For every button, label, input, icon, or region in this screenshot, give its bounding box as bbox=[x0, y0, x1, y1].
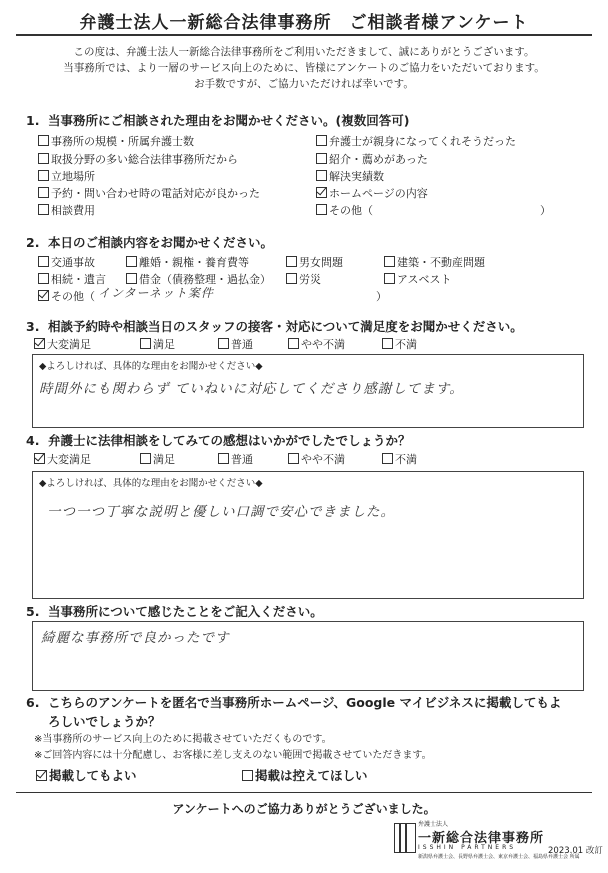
q3-option-3[interactable]: 普通 bbox=[218, 336, 253, 352]
checkbox-icon[interactable] bbox=[38, 204, 49, 215]
checkbox-icon[interactable] bbox=[140, 453, 151, 464]
q2-option-1[interactable]: 交通事故 bbox=[38, 254, 95, 270]
checkbox-icon[interactable] bbox=[218, 453, 229, 464]
checkbox-icon[interactable] bbox=[316, 170, 327, 181]
q3-option-4[interactable]: やや不満 bbox=[288, 336, 345, 352]
q2-option-5[interactable]: 相続・遺言 bbox=[38, 271, 106, 287]
q2-option-4[interactable]: 建築・不動産問題 bbox=[384, 254, 485, 270]
checkbox-icon[interactable] bbox=[126, 256, 137, 267]
question-3-title: 3. 相談予約時や相談当日のスタッフの接客・対応について満足度をお聞かせください。 bbox=[26, 319, 523, 334]
checkbox-icon[interactable] bbox=[38, 187, 49, 198]
checkbox-icon[interactable] bbox=[286, 273, 297, 284]
logo-firm-name: 一新総合法律事務所 bbox=[418, 831, 545, 846]
q1-option-3[interactable]: 立地場所 bbox=[38, 168, 95, 184]
checkbox-icon[interactable] bbox=[288, 453, 299, 464]
consent-option-no[interactable]: 掲載は控えてほしい bbox=[242, 766, 368, 784]
question-6-title: 6. こちらのアンケートを匿名で当事務所ホームページ、Google マイビジネスに掲載してもよ bbox=[26, 695, 562, 710]
checkbox-icon[interactable] bbox=[38, 153, 49, 164]
q4-handwritten-answer: 一つ一つ丁寧な説明と優しい口調で安心できました。 bbox=[47, 504, 395, 520]
question-1-title: 1. 当事務所にご相談された理由をお聞かせください。(複数回答可) bbox=[26, 113, 410, 128]
q4-option-1[interactable]: 大変満足 bbox=[34, 451, 91, 467]
intro-line-1: この度は、弁護士法人一新総合法律事務所をご利用いただきまして、誠にありがとうございます。 bbox=[73, 46, 535, 58]
question-6-title-line2: ろしいでしょうか？ bbox=[48, 714, 161, 729]
q2-other-close: ） bbox=[376, 290, 387, 303]
q2-option-2[interactable]: 離婚・親権・養育費等 bbox=[126, 254, 249, 270]
survey-title: 弁護士法人一新総合法律事務所 ご相談者様アンケート bbox=[79, 13, 529, 33]
checkbox-icon[interactable] bbox=[316, 153, 327, 164]
q6-note-2: ※ご回答内容には十分配慮し、お客様に差し支えのない範囲で掲載させていただきます。 bbox=[34, 750, 432, 761]
checkbox-icon[interactable] bbox=[316, 204, 327, 215]
question-5-title: 5. 当事務所について感じたことをご記入ください。 bbox=[26, 604, 323, 619]
firm-logo-icon bbox=[394, 823, 416, 853]
question-2-title: 2. 本日のご相談内容をお聞かせください。 bbox=[26, 235, 274, 250]
q2-option-6[interactable]: 借金（債務整理・過払金） bbox=[126, 271, 271, 287]
q2-option-8[interactable]: アスベスト bbox=[384, 271, 452, 287]
q2-option-3[interactable]: 男女問題 bbox=[286, 254, 343, 270]
checkbox-icon[interactable] bbox=[38, 273, 49, 284]
q1-option-5[interactable]: 相談費用 bbox=[38, 202, 95, 218]
q4-hint: ◆よろしければ、具体的な理由をお聞かせください◆ bbox=[39, 478, 263, 489]
q3-option-5[interactable]: 不満 bbox=[382, 336, 417, 352]
checkbox-icon[interactable] bbox=[140, 338, 151, 349]
checkbox-icon[interactable] bbox=[218, 338, 229, 349]
checked-checkbox-icon[interactable] bbox=[34, 338, 45, 349]
intro-line-2: 当事務所では、より一層のサービス向上のために、皆様にアンケートのご協力をいただいております。 bbox=[63, 62, 545, 74]
q1-option-8[interactable]: 解決実績数 bbox=[316, 168, 384, 184]
thanks-message: アンケートへのご協力ありがとうございました。 bbox=[172, 802, 436, 816]
checkbox-icon[interactable] bbox=[38, 170, 49, 181]
q5-comment-box[interactable] bbox=[32, 621, 584, 691]
checked-checkbox-icon[interactable] bbox=[38, 290, 49, 301]
footer-divider bbox=[16, 792, 592, 793]
q4-comment-box[interactable] bbox=[32, 471, 584, 599]
q6-note-1: ※当事務所のサービス向上のために掲載させていただくものです。 bbox=[34, 734, 332, 745]
q1-option-1[interactable]: 事務所の規模・所属弁護士数 bbox=[38, 133, 194, 149]
q3-hint: ◆よろしければ、具体的な理由をお聞かせください◆ bbox=[39, 361, 263, 372]
q3-handwritten-answer: 時間外にも関わらず ていねいに対応してくださり感謝してます。 bbox=[39, 381, 464, 397]
checked-checkbox-icon[interactable] bbox=[316, 187, 327, 198]
checkbox-icon[interactable] bbox=[242, 770, 253, 781]
checkbox-icon[interactable] bbox=[316, 135, 327, 146]
consent-option-yes[interactable]: 掲載してもよい bbox=[36, 766, 137, 784]
q1-option-9[interactable]: ホームページの内容 bbox=[316, 185, 428, 201]
checkbox-icon[interactable] bbox=[382, 453, 393, 464]
q4-option-4[interactable]: やや不満 bbox=[288, 451, 345, 467]
q3-option-2[interactable]: 満足 bbox=[140, 336, 175, 352]
q1-option-4[interactable]: 予約・問い合わせ時の電話対応が良かった bbox=[38, 185, 260, 201]
checkbox-icon[interactable] bbox=[382, 338, 393, 349]
question-4-title: 4. 弁護士に法律相談をしてみての感想はいかがでしたでしょうか？ bbox=[26, 433, 411, 448]
checkbox-icon[interactable] bbox=[38, 256, 49, 267]
title-divider bbox=[16, 34, 592, 36]
checkbox-icon[interactable] bbox=[286, 256, 297, 267]
q4-option-5[interactable]: 不満 bbox=[382, 451, 417, 467]
q4-option-2[interactable]: 満足 bbox=[140, 451, 175, 467]
checkbox-icon[interactable] bbox=[288, 338, 299, 349]
q3-option-1[interactable]: 大変満足 bbox=[34, 336, 91, 352]
logo-affiliation: 新潟県弁護士会、長野県弁護士会、東京弁護士会、福島県弁護士会 所属 bbox=[418, 854, 580, 860]
q2-option-9[interactable]: その他（ bbox=[38, 288, 95, 304]
q1-option-7[interactable]: 紹介・薦めがあった bbox=[316, 151, 428, 167]
checked-checkbox-icon[interactable] bbox=[36, 770, 47, 781]
checkbox-icon[interactable] bbox=[384, 256, 395, 267]
q2-option-7[interactable]: 労災 bbox=[286, 271, 321, 287]
intro-line-3: お手数ですが、ご協力いただければ幸いです。 bbox=[194, 78, 414, 90]
q5-handwritten-answer: 綺麗な事務所で良かったです bbox=[41, 630, 230, 646]
q1-option-6[interactable]: 弁護士が親身になってくれそうだった bbox=[316, 133, 516, 149]
checkbox-icon[interactable] bbox=[38, 135, 49, 146]
checkbox-icon[interactable] bbox=[126, 273, 137, 284]
q1-option-10[interactable]: その他（ bbox=[316, 202, 373, 218]
q1-option-2[interactable]: 取扱分野の多い総合法律事務所だから bbox=[38, 151, 238, 167]
q4-option-3[interactable]: 普通 bbox=[218, 451, 253, 467]
form-version: 2023.01 改訂 bbox=[548, 846, 603, 856]
checked-checkbox-icon[interactable] bbox=[34, 453, 45, 464]
q2-other-handwritten[interactable]: インターネット案件 bbox=[98, 286, 214, 300]
q1-other-close: ） bbox=[540, 204, 551, 217]
logo-english-name: ISSHIN PARTNERS bbox=[418, 844, 517, 851]
q3-comment-box[interactable] bbox=[32, 354, 584, 428]
checkbox-icon[interactable] bbox=[384, 273, 395, 284]
logo-firm-type: 弁護士法人 bbox=[418, 821, 449, 828]
